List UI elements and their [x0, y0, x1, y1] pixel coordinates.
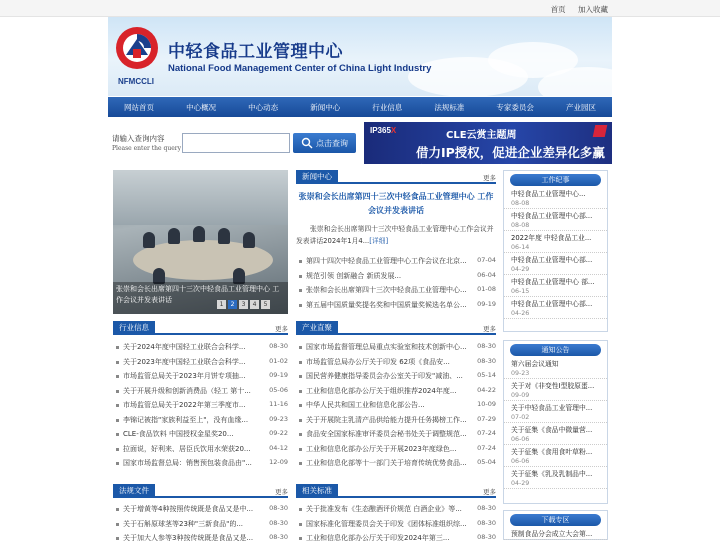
list-item[interactable] [296, 384, 496, 399]
logo-text: NFMCCLI [118, 77, 154, 86]
side-item[interactable] [504, 447, 607, 467]
list-item-title: 市场监管总局办公厅关于印发 62项《食品安... [306, 357, 450, 366]
list-item-date: 09-23 [269, 414, 288, 423]
list-item-title: 市场监管总局关于2022年第三季度市... [123, 401, 246, 409]
list-item[interactable] [296, 427, 496, 442]
standard-section-title: 相关标准 [296, 484, 338, 498]
list-item-date: 11-16 [269, 400, 288, 408]
list-item[interactable] [113, 355, 288, 370]
list-item[interactable] [296, 398, 496, 413]
list-item-date: 08-30 [269, 518, 288, 527]
list-item-date: 07-24 [477, 443, 496, 452]
list-item-date: 07-29 [477, 414, 496, 423]
list-item-date: 04-12 [269, 443, 288, 452]
list-item-title: 工业和信息化部办公厅关于开展2023年度绿色... [306, 444, 457, 453]
nav-news[interactable]: 新闻中心 [310, 102, 341, 112]
list-item-date: 01-08 [477, 285, 496, 293]
list-item-date: 08-30 [477, 533, 496, 541]
list-item-date: 08-30 [477, 518, 496, 527]
side-item[interactable] [504, 233, 607, 253]
ad-event: CLE云赏主题周 [446, 130, 517, 141]
list-item-date: 08-30 [477, 356, 496, 365]
search-input[interactable] [182, 133, 290, 153]
ad-brand: IP365X [370, 126, 397, 135]
list-item[interactable] [113, 413, 288, 428]
news-summary: 张崇和会长出席第四十三次中轻食品工业管理中心工作会议并发表讲话2024年1月4...[详细] [296, 225, 494, 245]
list-item-title: 张崇和会长出席第四十三次中轻食品工业管理中心... [306, 286, 467, 294]
list-item[interactable] [113, 517, 288, 532]
site-title-cn: 中轻食品工业管理中心 [168, 42, 343, 62]
list-item[interactable] [296, 269, 496, 284]
list-item-title: 国家市场监督总局：销售预包装食品由"... [123, 459, 252, 467]
product-section-header [296, 321, 496, 335]
list-item[interactable] [296, 517, 496, 532]
side-item-date: 04-29 [511, 266, 530, 273]
slider-dot[interactable]: 4 [250, 300, 259, 309]
side-item-title: 关于征集《食品中微量营... [511, 426, 593, 434]
side-item-date: 07-02 [511, 414, 530, 421]
favorite-link[interactable]: 加入收藏 [578, 5, 608, 14]
side-item[interactable] [504, 211, 607, 231]
nav-home[interactable]: 网站首页 [124, 102, 155, 112]
list-item-date: 07-24 [477, 429, 496, 437]
work-panel [503, 170, 608, 332]
list-item-title: 国家标准化管理委员会关于印发《团体标准组织综... [306, 519, 467, 528]
list-item-title: 工业和信息化部办公厅关于组织推荐2024年度... [306, 386, 457, 395]
side-item[interactable] [504, 469, 607, 489]
list-item-date: 09-22 [269, 429, 288, 437]
top-links [541, 4, 608, 15]
list-item-date: 06-04 [477, 270, 496, 279]
list-item-title: 国家市场监督管理总局重点实验室和技术创新中心... [306, 343, 467, 351]
standard-list [296, 502, 496, 546]
side-item-title: 关于对《非变性I型胶原蛋... [511, 382, 595, 390]
search-button-label: 点击查询 [316, 138, 348, 148]
industry-list [113, 340, 288, 471]
list-item-title: 关于开展院主乳清产品供给能力提升任务揭榜工作... [306, 415, 467, 424]
news-list [296, 254, 496, 312]
side-item-title: 关于征集《食用食叶草粉... [511, 448, 593, 456]
news-section-title: 新闻中心 [296, 170, 338, 184]
home-link[interactable]: 首页 [550, 5, 566, 14]
list-item-title: 关于2024年度中国轻工业联合会科学... [123, 343, 246, 351]
side-item-title: 预制食品分会成立大会第... [511, 530, 593, 538]
side-item[interactable] [504, 189, 607, 209]
list-item[interactable] [113, 502, 288, 517]
list-item[interactable] [296, 355, 496, 370]
list-item-date: 08-30 [477, 504, 496, 512]
list-item[interactable] [296, 531, 496, 546]
nav-law[interactable]: 法规标准 [434, 102, 465, 112]
slider-dot[interactable]: 3 [239, 300, 248, 309]
list-item[interactable] [296, 283, 496, 298]
list-item[interactable] [113, 369, 288, 384]
nav-park[interactable]: 产业园区 [565, 102, 596, 112]
list-item-title: 第四十四次中轻食品工业管理中心工作会议在北京... [306, 257, 467, 265]
list-item-title: 规范引领 创新融合 新质发展... [306, 271, 402, 280]
list-item-date: 09-19 [269, 371, 288, 379]
download-panel [503, 510, 608, 540]
search-button[interactable] [293, 133, 356, 153]
notice-panel-title: 通知公告 [510, 344, 601, 356]
side-item-title: 中轻食品工业管理中心 部... [511, 278, 595, 286]
law-list [113, 502, 288, 546]
side-item-title: 中轻食品工业管理中心部... [511, 212, 593, 220]
list-item-title: 第五届中国质量奖提名奖和中国质量奖候选名单公... [306, 300, 467, 309]
side-item-title: 关于中轻食品工业管理中... [511, 404, 593, 412]
side-item-date: 06-15 [511, 288, 530, 295]
side-item-date: 08-08 [511, 200, 530, 207]
side-item-title: 中轻食品工业管理中心... [511, 190, 586, 198]
list-item-date: 10-09 [477, 400, 496, 408]
news-headline[interactable]: 张崇和会长出席第四十三次中轻食品工业管理中心 工作会议并发表讲话 [298, 192, 494, 215]
side-item[interactable] [504, 425, 607, 445]
nav-dynamics[interactable]: 中心动态 [248, 102, 279, 112]
side-item-date: 08-08 [511, 222, 530, 229]
law-more-link[interactable]: 更多 [275, 488, 288, 496]
list-item[interactable] [296, 340, 496, 355]
ad-slogan: 借力IP授权，促进企业差异化多赢发展 [416, 145, 605, 178]
list-item-title: 关于2023年度中国轻工业联合会科学... [123, 357, 246, 366]
slider-dot[interactable]: 1 [217, 300, 226, 309]
list-item-date: 08-30 [269, 342, 288, 350]
product-list [296, 340, 496, 471]
side-item[interactable] [504, 277, 607, 297]
list-item[interactable] [296, 254, 496, 269]
search-sublabel: Please enter the query [112, 145, 182, 152]
list-item-date: 08-30 [477, 342, 496, 350]
side-item-title: 第六届会议通知 [511, 360, 559, 368]
list-item[interactable] [296, 502, 496, 517]
side-item-title: 中轻食品工业管理中心部... [511, 256, 593, 264]
list-item-date: 04-22 [477, 385, 496, 394]
side-item-date: 06-06 [511, 436, 530, 443]
industry-section-title: 行业信息 [113, 321, 155, 335]
list-item-date: 05-06 [269, 385, 288, 394]
nfmccli-logo-icon [114, 25, 160, 71]
law-section-title: 法规文件 [113, 484, 155, 498]
side-item[interactable] [504, 403, 607, 423]
list-item-title: 李锦记被指"家族利益至上"，没有血缘... [123, 415, 249, 424]
side-item-title: 2022年度 中轻食品工业... [511, 234, 592, 242]
news-detail-link[interactable]: [详细] [369, 236, 389, 245]
list-item[interactable] [296, 456, 496, 471]
side-item[interactable] [504, 529, 607, 540]
list-item[interactable] [296, 369, 496, 384]
product-section-title: 产业直聚 [296, 321, 338, 335]
news-more-link[interactable]: 更多 [483, 174, 496, 182]
industry-more-link[interactable]: 更多 [275, 325, 288, 333]
side-item-date: 09-23 [511, 370, 530, 377]
search-label: 请输入查询内容 [112, 134, 165, 143]
side-item[interactable] [504, 381, 607, 401]
list-item-title: 关于批准发布《生态酿酒评价规范 白酒企业》等... [306, 505, 462, 513]
side-item[interactable] [504, 359, 607, 379]
ad-logo-icon [593, 125, 608, 137]
list-item-date: 05-04 [477, 458, 496, 466]
nav-about[interactable]: 中心概况 [186, 102, 217, 112]
list-item[interactable] [113, 427, 288, 442]
product-more-link[interactable]: 更多 [483, 325, 496, 333]
list-item[interactable] [113, 456, 288, 471]
list-item-date: 01-02 [269, 356, 288, 365]
list-item[interactable] [296, 442, 496, 457]
list-item-title: 关于增黄等4种按照传统既是食品又是中... [123, 505, 254, 513]
side-item-date: 04-26 [511, 310, 530, 317]
list-item-date: 12-09 [269, 458, 288, 466]
list-item-title: 关于石斛原球茎等23种"三新食品"的... [123, 519, 244, 528]
list-item-date: 09-19 [477, 299, 496, 308]
notice-panel [503, 340, 608, 504]
list-item[interactable] [113, 442, 288, 457]
list-item[interactable] [113, 531, 288, 546]
slider-dot[interactable]: 5 [261, 300, 270, 309]
slider-dot-active[interactable]: 2 [228, 300, 237, 309]
nav-experts[interactable]: 专家委员会 [496, 102, 534, 112]
side-item-title: 关于征集《乳及乳制品中... [511, 470, 593, 478]
list-item[interactable] [113, 340, 288, 355]
nav-industry[interactable]: 行业信息 [372, 102, 403, 112]
side-item-date: 09-09 [511, 392, 530, 399]
top-bar [0, 0, 720, 17]
law-section-header [113, 484, 288, 498]
side-item-date: 06-14 [511, 244, 530, 251]
list-item-title: 关于加大人参等3种按传统既是食品又是... [123, 534, 254, 542]
news-section-header [296, 170, 496, 184]
list-item-title: 工业和信息化部等十一部门关于培育传统优势食品... [306, 459, 467, 467]
download-panel-title: 下载专区 [510, 514, 601, 526]
photo-caption: 张崇和会长出席第四十三次中轻食品工业管理中心 工作会议并发表讲话 [113, 282, 288, 314]
list-item-date: 07-04 [477, 256, 496, 264]
list-item-date: 05-14 [477, 371, 496, 379]
list-item[interactable] [113, 398, 288, 413]
industry-section-header [113, 321, 288, 335]
search-icon [301, 137, 313, 149]
list-item-date: 08-30 [269, 533, 288, 541]
slider-dots [217, 300, 270, 309]
list-item-title: 关于开展升级和创新消费品（轻工 第十... [123, 386, 251, 395]
side-item-title: 中轻食品工业管理中心部... [511, 300, 593, 308]
list-item[interactable] [113, 384, 288, 399]
list-item-title: 市场监管总局关于2023年月饼专项抽... [123, 372, 246, 380]
standard-more-link[interactable]: 更多 [483, 488, 496, 496]
list-item-title: 工业和信息化部办公厅关于印发2024年第三... [306, 534, 450, 542]
list-item-title: 中华人民共和国工业和信息化部公告... [306, 401, 425, 409]
list-item-date: 08-30 [269, 504, 288, 512]
list-item-title: 国民营养健康指导委员会办公室关于印发"减油、... [306, 372, 463, 380]
header-banner [108, 17, 612, 96]
news-photo-slider[interactable] [113, 170, 288, 314]
list-item[interactable] [296, 298, 496, 313]
side-item[interactable] [504, 299, 607, 319]
list-item-title: 拉面说，好利来、居臣氏饮用水荣获20... [123, 444, 251, 453]
side-item[interactable] [504, 255, 607, 275]
site-title-en: National Food Management Center of China Light Industry [168, 63, 432, 74]
work-panel-title: 工作纪事 [510, 174, 601, 186]
side-item-date: 06-06 [511, 458, 530, 465]
main-nav [108, 97, 612, 117]
side-item-date: 04-29 [511, 480, 530, 487]
standard-section-header [296, 484, 496, 498]
list-item-title: CLE-食品饮料 中国授权金星奖20... [123, 430, 234, 438]
list-item-title: 食品安全国家标准审评委员会秘书处关于调整规范... [306, 430, 467, 438]
list-item[interactable] [296, 413, 496, 428]
